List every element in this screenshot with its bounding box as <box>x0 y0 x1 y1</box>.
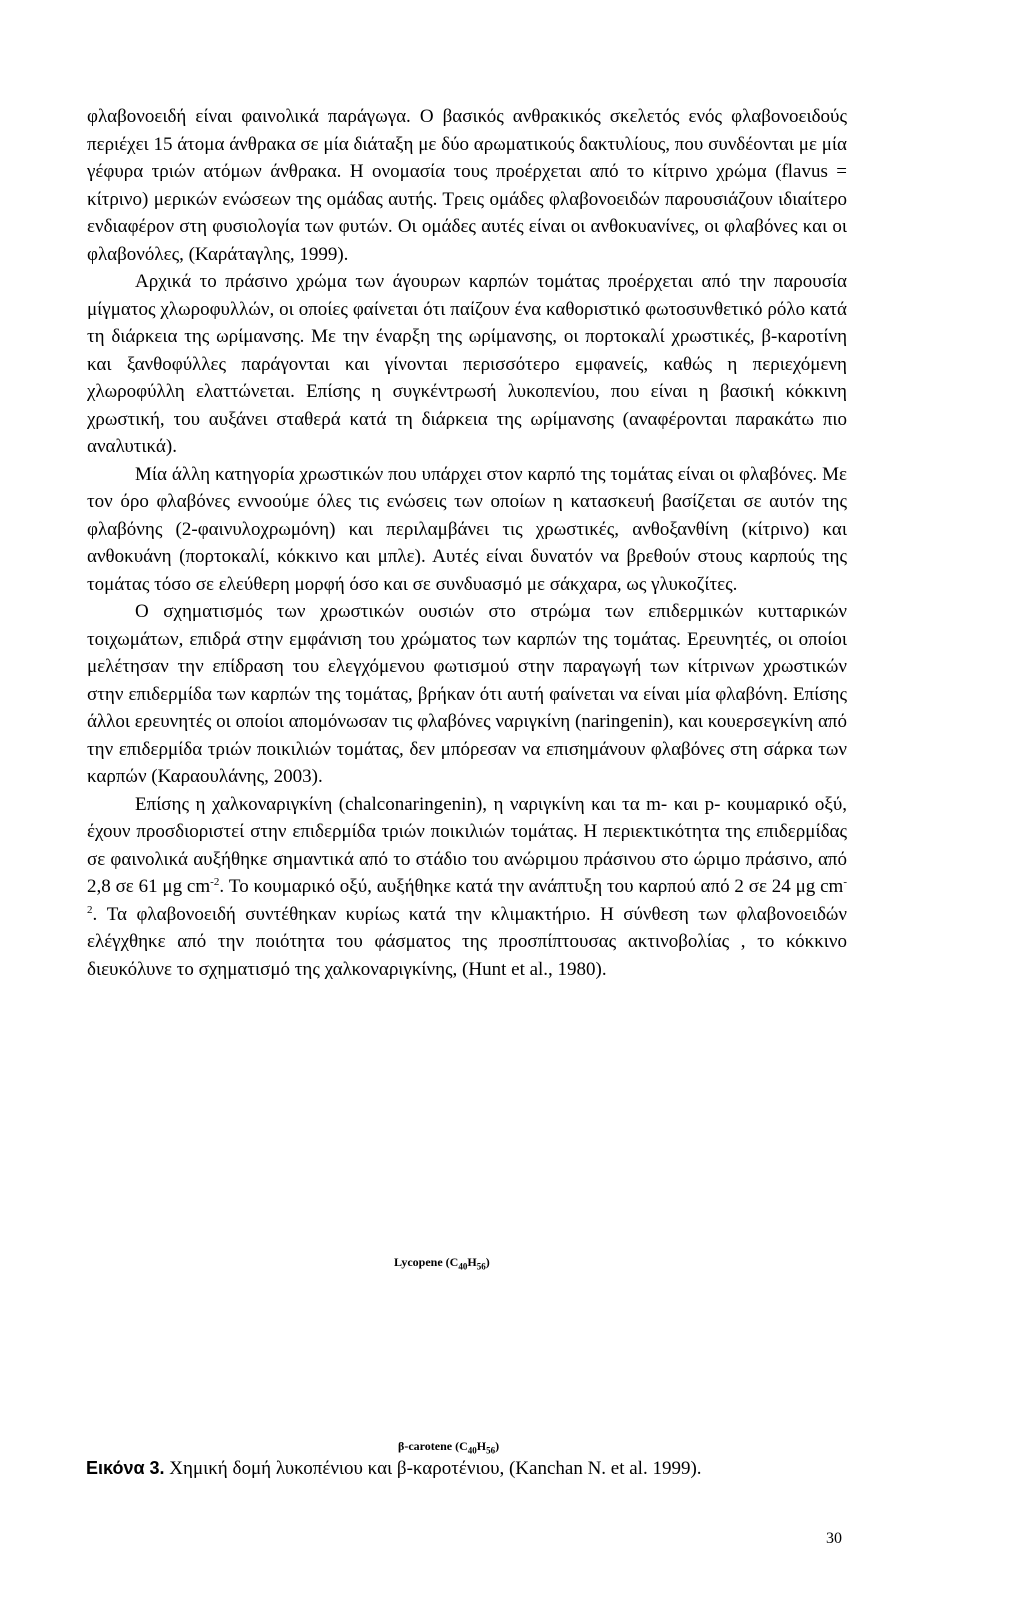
paragraph-text: . Τα φλαβονοειδή συντέθηκαν κυρίως κατά την κλιμακτήριο. Η σύνθεση των φλαβονοειδών ελέγχθηκε από την ποιότητα του φάσματος της προσπίπτουσας ακτινοβολίας , το κόκκινο διευκόλυνε το σχηματισμό της χαλκοναριγκίνης, (Hunt et al., 1980). <box>87 903 847 980</box>
paragraph <box>87 268 847 461</box>
lycopene-label <box>394 1255 490 1270</box>
carotene-subscript-h: 56 <box>486 1445 496 1456</box>
carotene-name: β-carotene (C <box>398 1439 468 1453</box>
carotene-label <box>398 1439 499 1454</box>
lycopene-close: ) <box>485 1255 490 1269</box>
paragraph <box>87 103 847 268</box>
paragraph <box>87 461 847 599</box>
paragraph <box>87 598 847 791</box>
carotene-subscript-c: 40 <box>467 1445 477 1456</box>
page-number: 30 <box>826 1530 842 1547</box>
superscript: -2 <box>210 876 220 888</box>
lycopene-h: H <box>467 1255 477 1269</box>
paragraph-text: . Το κουμαρικό οξύ, αυξήθηκε κατά την ανάπτυξη του καρπού από 2 σε 24 μg cm <box>219 876 844 897</box>
caption-label: Εικόνα 3. <box>86 1458 165 1478</box>
carotene-close: ) <box>495 1439 500 1453</box>
body-text <box>87 103 847 983</box>
paragraph-text: Επίσης η χαλκοναριγκίνη (chalconaringenin), η ναριγκίνη και τα m- και p- κουμαρικό οξύ, έχουν προσδιοριστεί στην επιδερμίδα τριών ποικιλιών τομάτας. Η περιεκτικότητα της επιδερμίδας σε φαινολικά αυξήθηκε σημαντικά από το στάδιο του ανώριμου πράσινου στο ώριμο πράσινο, από 2,8 σε 61 μg cm <box>87 793 847 897</box>
figure-caption <box>86 1458 702 1480</box>
lycopene-subscript-h: 56 <box>476 1261 486 1272</box>
superscript: -2 <box>87 876 847 916</box>
paragraph <box>87 791 847 984</box>
carotene-h: H <box>476 1439 487 1453</box>
paragraph-text: φλαβονοειδή είναι φαινολικά παράγωγα. Ο βασικός ανθρακικός σκελετός ενός φλαβονοειδούς περιέχει 15 άτομα άνθρακα σε μία διάταξη με δύο αρωματικούς δακτυλίους, που συνδέονται με μία γέφυρα τριών ατόμων άνθρακα. Η ονομασία τους προέρχεται από το κίτρινο χρώμα (flavus = κίτρινο) μερικών ενώσεων της ομάδας αυτής. Τρεις ομάδες φλαβονοειδών παρουσιάζουν ιδιαίτερο ενδιαφέρον στη φυσιολογία των φυτών. Οι ομάδες αυτές είναι οι ανθοκυανίνες, οι φλαβόνες και οι φλαβονόλες, (Καράταγλης, 1999). <box>87 106 847 265</box>
paragraph-text: Αρχικά το πράσινο χρώμα των άγουρων καρπών τομάτας προέρχεται από την παρουσία μίγματος χλωροφυλλών, οι οποίες φαίνεται ότι παίζουν ένα καθοριστικό φωτοσυνθετικό ρόλο κατά τη διάρκεια της ωρίμανσης. Με την έναρξη της ωρίμανσης, οι πορτοκαλί χρωστικές, β-καροτίνη και ξανθοφύλλες παράγονται και γίνονται περισσότερο εμφανείς, καθώς η περιεχόμενη χλωροφύλλη ελαττώνεται. Επίσης η συγκέντρωσή λυκοπενίου, που είναι η βασική κόκκινη χρωστική, του αυξάνει σταθερά κατά τη διάρκεια της ωρίμανσης (αναφέρονται παρακάτω πιο αναλυτικά). <box>87 271 847 457</box>
paragraph-text: Μία άλλη κατηγορία χρωστικών που υπάρχει στον καρπό της τομάτας είναι οι φλαβόνες. Με τον όρο φλαβόνες εννοούμε όλες τις ενώσεις των οποίων η κατασκευή βασίζεται σε αυτόν της φλαβόνης (2-φαινυλοχρωμόνη) και περιλαμβάνει τις χρωστικές, ανθοξανθίνη (κίτρινο) και ανθοκυάνη (πορτοκαλί, κόκκινο και μπλε). Αυτές είναι δυνατόν να βρεθούν στους καρπούς της τομάτας τόσο σε ελεύθερη μορφή όσο και σε συνδυασμό με σάκχαρα, ως γλυκοζίτες. <box>87 463 847 595</box>
caption-text: Χημική δομή λυκοπένιου και β-καροτένιου, (Kanchan N. et al. 1999). <box>164 1458 702 1479</box>
lycopene-name: Lycopene (C <box>394 1255 459 1269</box>
paragraph-text: Ο σχηματισμός των χρωστικών ουσιών στο στρώμα των επιδερμικών κυτταρικών τοιχωμάτων, επιδρά στην εμφάνιση του χρώματος των καρπών της τομάτας. Ερευνητές, οι οποίοι μελέτησαν την επίδραση του ελεγχόμενου φωτισμού στην παραγωγή των κίτρινων χρωστικών στην επιδερμίδα των καρπών της τομάτας, βρήκαν ότι αυτή φαίνεται να είναι μία φλαβόνη. Επίσης άλλοι ερευνητές οι οποίοι απομόνωσαν τις φλαβόνες ναριγκίνη (naringenin), και κουερσεγκίνη από την επιδερμίδα τριών ποικιλιών τομάτας, δεν μπόρεσαν να επισημάνουν φλαβόνες στη σάρκα των καρπών (Καραουλάνης, 2003). <box>87 601 847 787</box>
lycopene-subscript-c: 40 <box>458 1261 468 1272</box>
